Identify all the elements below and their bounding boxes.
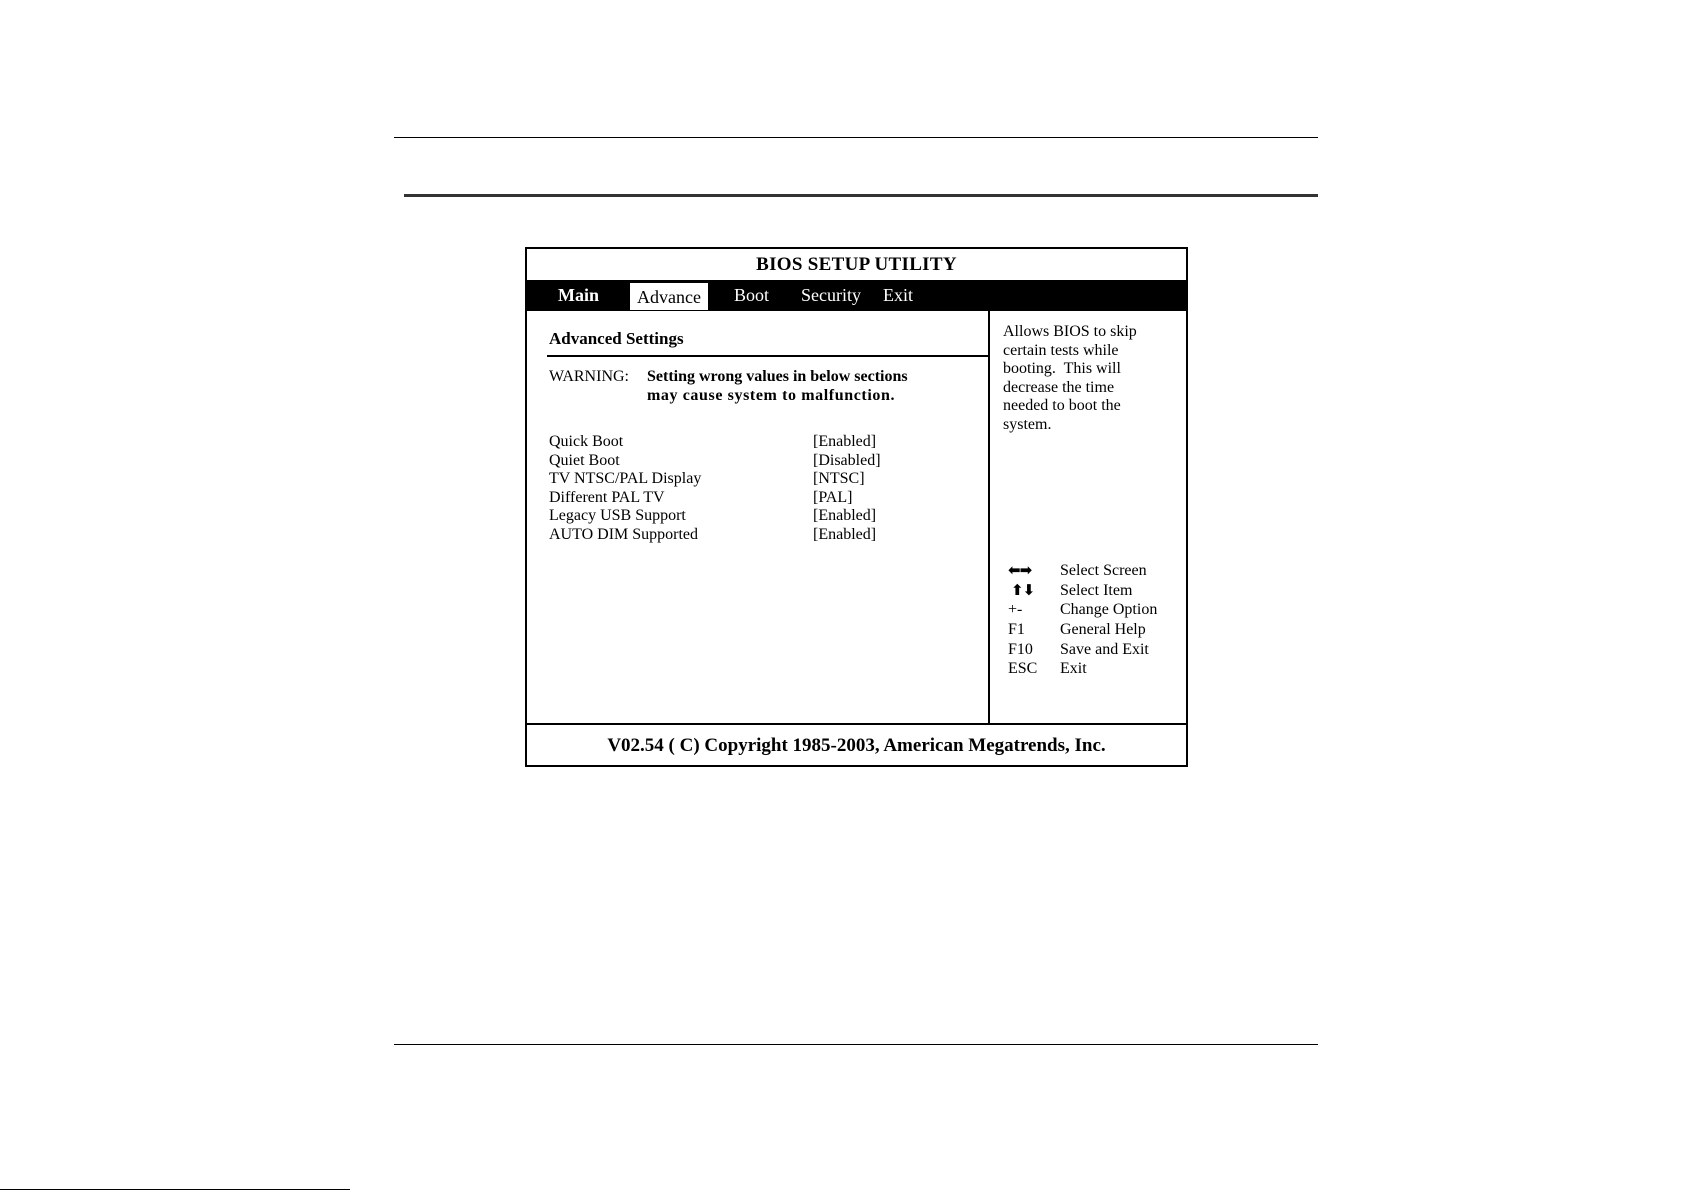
key-row-change-option: [1005, 600, 1185, 620]
page-rule-header: [404, 194, 1318, 197]
setting-value[interactable]: [Enabled]: [813, 525, 877, 543]
settings-pane: [527, 311, 990, 723]
setting-different-pal-tv[interactable]: [549, 489, 969, 508]
setting-name: Legacy USB Support: [549, 507, 686, 525]
setting-auto-dim-supported[interactable]: [549, 526, 969, 545]
help-line: needed to boot the: [1003, 397, 1121, 415]
help-pane: [990, 311, 1186, 723]
setting-value[interactable]: [Enabled]: [813, 433, 877, 450]
key-label: F1: [1008, 621, 1025, 639]
up-down-arrows-icon: ⬆⬇: [1011, 580, 1035, 599]
setting-name: Different PAL TV: [549, 488, 665, 506]
warning-line-1: Setting wrong values in below sections: [647, 368, 908, 385]
setting-name: Quick Boot: [549, 433, 624, 450]
help-line: Allows BIOS to skip: [1003, 323, 1137, 340]
key-description: Select Screen: [1060, 562, 1147, 579]
setting-quick-boot[interactable]: [549, 433, 969, 452]
help-text: [1003, 323, 1178, 435]
menu-tab-boot[interactable]: Boot: [734, 285, 770, 305]
page-rule-bottom: [394, 1044, 1318, 1045]
menu-tab-exit[interactable]: Exit: [883, 285, 913, 305]
menu-bar: [527, 280, 1186, 311]
setting-quiet-boot[interactable]: [549, 452, 969, 471]
key-row-exit: [1005, 659, 1185, 679]
section-title: Advanced Settings: [549, 329, 684, 348]
setting-value[interactable]: [Enabled]: [813, 507, 877, 525]
key-description: Change Option: [1060, 601, 1158, 619]
key-description: General Help: [1060, 621, 1146, 639]
key-description: Exit: [1060, 660, 1087, 678]
help-line: booting. This will: [1003, 360, 1121, 378]
setting-name: TV NTSC/PAL Display: [549, 470, 702, 488]
key-row-select-item: [1005, 581, 1185, 601]
menu-tab-main[interactable]: Main: [558, 285, 600, 305]
copyright-footer: V02.54 ( C) Copyright 1985-2003, American Megatrends, Inc.: [607, 735, 1106, 756]
key-label: ESC: [1008, 660, 1038, 678]
setting-value[interactable]: [NTSC]: [813, 470, 865, 488]
page-rule-foot: [0, 1189, 350, 1190]
left-right-arrows-icon: ⬅➡: [1008, 561, 1032, 579]
key-description: Select Item: [1060, 581, 1133, 599]
key-legend: [1005, 561, 1185, 679]
key-row-select-screen: [1005, 561, 1185, 581]
key-row-general-help: [1005, 620, 1185, 640]
setting-value[interactable]: [Disabled]: [813, 451, 881, 469]
setting-value[interactable]: [PAL]: [813, 488, 853, 506]
menu-tab-advance[interactable]: Advance: [629, 282, 709, 311]
settings-list: [549, 433, 969, 545]
setting-tv-ntsc-pal-display[interactable]: [549, 470, 969, 489]
key-label: F10: [1008, 640, 1033, 658]
key-row-save-and-exit: [1005, 640, 1185, 660]
bios-setup-window: [525, 247, 1188, 767]
help-line: decrease the time: [1003, 378, 1115, 396]
warning-label: WARNING:: [549, 368, 629, 385]
help-line: certain tests while: [1003, 341, 1119, 359]
warning-line-2: may cause system to malfunction.: [647, 387, 896, 404]
warning-message: [549, 367, 908, 405]
help-line: system.: [1003, 415, 1052, 433]
key-description: Save and Exit: [1060, 640, 1149, 658]
page-rule-top: [394, 137, 1318, 138]
setting-name: Quiet Boot: [549, 451, 620, 469]
section-divider: [547, 355, 988, 357]
setting-legacy-usb-support[interactable]: [549, 507, 969, 526]
setting-name: AUTO DIM Supported: [549, 525, 699, 543]
bios-body: [527, 311, 1186, 725]
key-label: +-: [1008, 601, 1023, 619]
menu-tab-security[interactable]: Security: [801, 285, 861, 305]
bios-title: BIOS SETUP UTILITY: [756, 254, 957, 275]
